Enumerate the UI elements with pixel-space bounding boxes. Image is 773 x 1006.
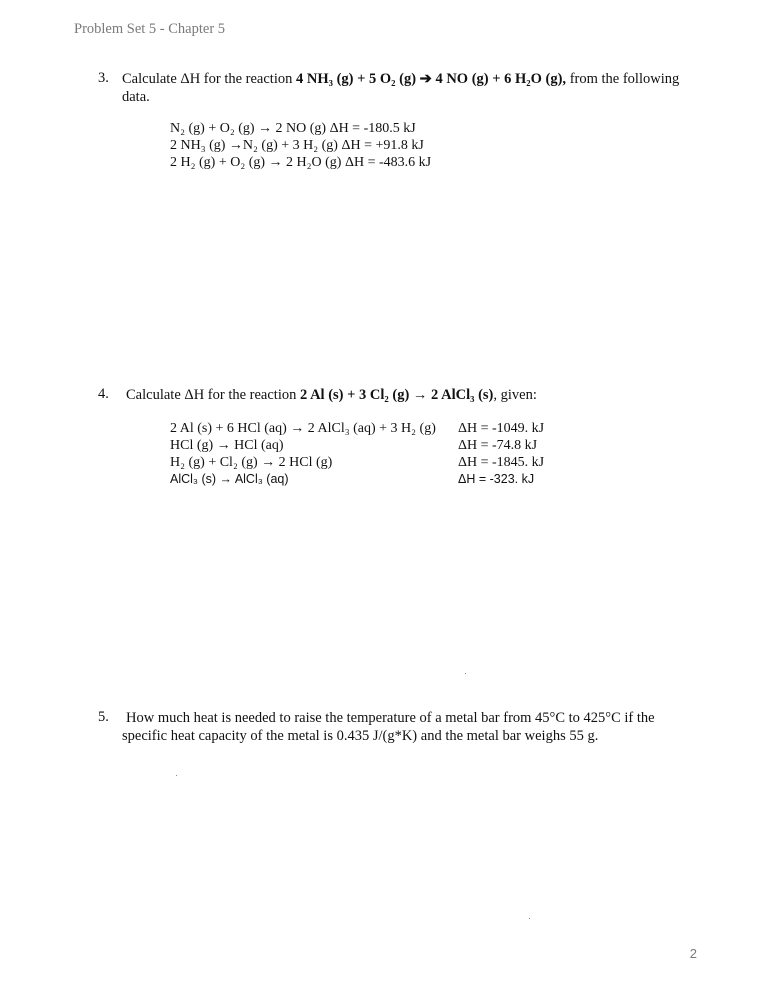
q3-prompt-line2: data. <box>122 89 150 105</box>
q4-data-enthalpy: ΔH = -1049. kJ <box>458 421 545 436</box>
q3-reaction: 4 NH₃ (g) + 5 O₂ (g) ➔ 4 NO (g) + 6 H₂O (g), <box>296 71 567 87</box>
q3-number: 3. <box>98 70 109 86</box>
q4-data-equation: H₂ (g) + Cl₂ (g) → 2 HCl (g) <box>170 455 333 470</box>
q4-data-enthalpy: ΔH = -74.8 kJ <box>458 438 538 453</box>
q4-data-equation: HCl (g) → HCl (aq) <box>170 438 284 453</box>
stray-mark <box>529 918 530 919</box>
q4-reaction: 2 Al (s) + 3 Cl₂ (g) → 2 AlCl₃ (s) <box>300 387 494 403</box>
page-number: 2 <box>689 946 697 961</box>
q4-data-equation: AlCl₃ (s) → AlCl₃ (aq) <box>170 472 289 486</box>
q4-prompt <box>126 386 686 404</box>
q5-number: 5. <box>98 709 109 725</box>
q4-data-equation: 2 Al (s) + 6 HCl (aq) → 2 AlCl₃ (aq) + 3 H₂ (g) <box>170 421 436 436</box>
q3-data-line: 2 H₂ (g) + O₂ (g) → 2 H₂O (g) ΔH = -483.6 kJ <box>170 155 432 170</box>
q3-prompt <box>122 70 702 106</box>
q4-prompt-prefix: Calculate ΔH for the reaction <box>126 387 300 403</box>
q4-prompt-suffix: , given: <box>493 387 537 403</box>
q5-line1: How much heat is needed to raise the temperature of a metal bar from 45°C to 425°C if the <box>126 710 655 726</box>
q3-prompt-prefix: Calculate ΔH for the reaction <box>122 71 296 87</box>
q4-data-enthalpy: ΔH = -1845. kJ <box>458 455 545 470</box>
q4-number: 4. <box>98 386 109 402</box>
q3-data-line: N₂ (g) + O₂ (g) → 2 NO (g) ΔH = -180.5 kJ <box>170 121 416 136</box>
q3-prompt-suffix: from the following <box>566 71 680 87</box>
q4-data-enthalpy: ΔH = -323. kJ <box>458 472 535 486</box>
page-header: Problem Set 5 - Chapter 5 <box>74 21 226 37</box>
stray-mark <box>176 775 177 776</box>
q5-prompt <box>122 709 722 745</box>
q5-line2: specific heat capacity of the metal is 0.435 J/(g*K) and the metal bar weighs 55 g. <box>122 728 599 744</box>
stray-mark <box>465 673 466 674</box>
q3-data-line: 2 NH₃ (g) →N₂ (g) + 3 H₂ (g) ΔH = +91.8 kJ <box>170 138 424 153</box>
